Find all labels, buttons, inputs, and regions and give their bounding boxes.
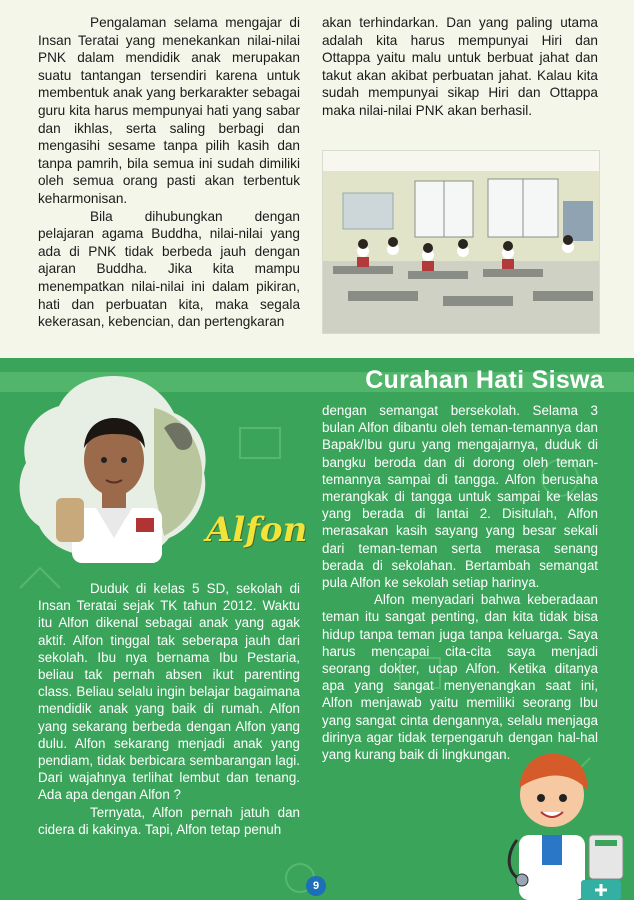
paragraph: Alfon menyadari bahwa keberadaan teman itu sangat penting, dan kita tidak bisa hidup tanpa teman juga tanpa keluarga. Saya harus mencapai cita-cita saya menjadi seorang dokter, ucap Alfon. Ketika ditanya apa yang sangat menyenangkan saat ini, Alfon menjawab yaitu memiliki seorang Ibu yang sangat cinta dengannya, selalu menjaga dirinya agar tidak terpengaruh dengan hal-hal yang kurang baik di lingkungan.	[322, 592, 598, 763]
section-title: Curahan Hati Siswa	[365, 366, 604, 394]
top-left-column	[38, 14, 300, 331]
section-right-column	[322, 402, 598, 763]
student-portrait	[14, 368, 214, 563]
paragraph: Duduk di kelas 5 SD, sekolah di Insan Teratai sejak TK tahun 2012. Waktu itu Alfon dikenal sebagai anak yang agak aktif. Alfon tinggal tak seberapa jauh dari sekolah. Ibu nya bernama Ibu Pestaria, beliau tak pernah absen ikut parenting class. Beliau selalu ingin belajar bagaimana mendidik anak yang baik di rumah. Alfon yang sekarang berbeda dengan Alfon yang dulu. Alfon sekarang menjadi anak yang pendiam, tidak berbicara sembarangan lagi. Dari wajahnya terlihat lembut dan tenang. Ada apa dengan Alfon ?	[38, 581, 300, 803]
page-number: 9	[306, 876, 326, 896]
student-name: Alfon	[206, 510, 308, 550]
paragraph: Bila dihubungkan dengan pelajaran agama Buddha, nilai-nilai yang ada di PNK tidak berbeda jauh dengan ajaran Buddha. Jika kita mampu menempatkan nilai-nilai ini dalam pikiran, hati dan perbuatan kita, maka segala kekerasan, kebencian, dan pertengkaran	[38, 208, 300, 330]
paragraph: Pengalaman selama mengajar di Insan Teratai yang menekankan nilai-nilai PNK dalam mendidik anak merupakan suatu tantangan tersendiri karena untuk membentuk anak yang berkarakter sebagai guru kita harus mempunyai hati yang sabar dan ikhlas, serta saling berbagi dan mengasihi sesame tanpa pilih kasih dan tanpa pamrih, bila semua ini sudah dimiliki oleh semua orang pasti akan terbentuk keharmonisan.	[38, 15, 300, 206]
top-right-column	[322, 14, 598, 120]
paragraph: dengan semangat bersekolah. Selama 3 bulan Alfon dibantu oleh teman-temannya dan Bapak/Ibu guru yang mengajarnya, duduk di bangku beroda dan di dorong oleh teman-temannya sampai di tangga. Alfon berusaha merangkak di tangga untuk sampai ke kelas yang berada di lantai 2. Disitulah, Alfon merasakan kasih sayang yang besar sekali dari teman-teman serta merasa senang berada di sekolahan. Bertambah semangat pula Alfon ke sekolah setiap harinya.	[322, 403, 598, 591]
classroom-photo	[322, 150, 600, 334]
paragraph: Ternyata, Alfon pernah jatuh dan cidera di kakinya. Tapi, Alfon tetap penuh	[38, 804, 300, 837]
paragraph: akan terhindarkan. Dan yang paling utama adalah kita harus mempunyai Hiri dan Ottappa yaitu malu untuk berbuat jahat dan takut akan akibat perbuatan jahat. Kalau kita sudah mempunyai sikap Hiri dan Ottappa maka nilai-nilai PNK akan berhasil.	[322, 15, 598, 118]
section-left-column	[38, 580, 300, 838]
top-section	[0, 0, 634, 358]
doctor-illustration	[497, 740, 627, 900]
